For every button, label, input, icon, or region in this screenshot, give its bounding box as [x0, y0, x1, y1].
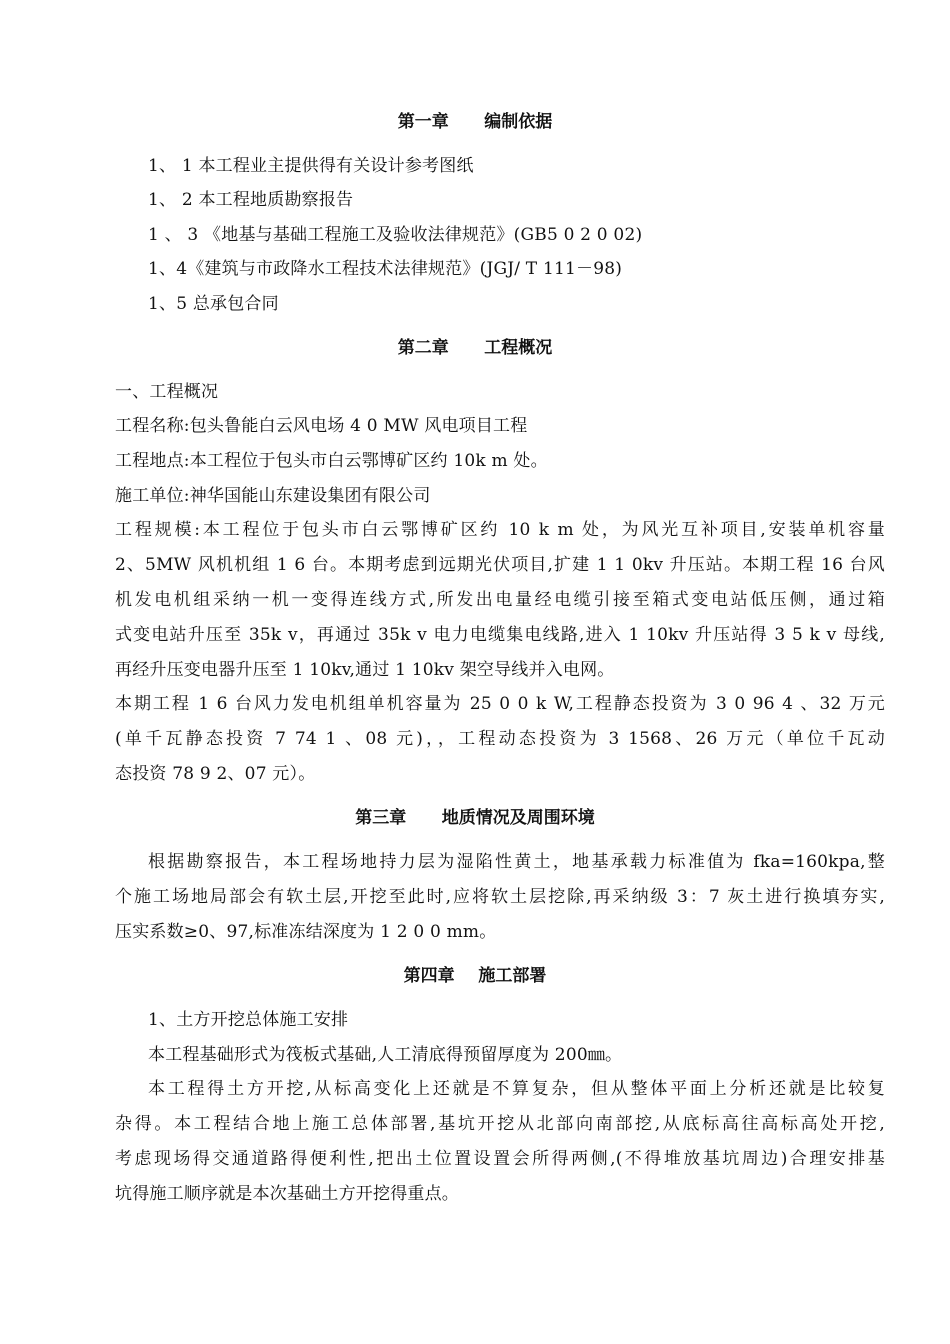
project-scale-line-4: 式变电站升压至 35k v，再通过 35k v 电力电缆集电线路,进入 1 10kv 升压站得 3 5 k v 母线,	[115, 625, 885, 645]
deployment-paragraph-2-line-2: 杂得。本工程结合地上施工总体部署,基坑开挖从北部向南部挖,从底标高往高标高处开挖,	[115, 1114, 885, 1134]
deployment-paragraph-1: 本工程基础形式为筏板式基础,人工清底得预留厚度为 200㎜。	[148, 1045, 623, 1065]
geology-line-2: 个施工场地局部会有软土层,开挖至此时,应将软土层挖除,再采纳级 3：7 灰土进行换填夯实,	[115, 887, 885, 907]
project-scale-line-2: 2、5MW 风机机组 1 6 台。本期考虑到远期光伏项目,扩建 1 1 0kv 升压站。本期工程 16 台风	[115, 555, 885, 575]
geology-line-1: 根据勘察报告，本工程场地持力层为湿陷性黄土，地基承载力标准值为 fka=160kpa,整	[148, 852, 885, 872]
basis-item-3: 1 、 3 《地基与基础工程施工及验收法律规范》(GB5 0 2 0 02)	[148, 225, 643, 245]
investment-line-2: (单千瓦静态投资 7 74 1 、08 元)，，工程动态投资为 3 1568、26 万元（单位千瓦动	[115, 729, 885, 749]
chapter-1-title: 第一章 编制依据	[397, 112, 553, 132]
investment-line-3: 态投资 78 9 2、07 元）。	[115, 764, 316, 784]
basis-item-1: 1、 1 本工程业主提供得有关设计参考图纸	[148, 156, 474, 176]
chapter-3-title: 第三章 地质情况及周围环境	[355, 808, 595, 828]
project-scale-line-3: 机发电机组采纳一机一变得连线方式,所发出电量经电缆引接至箱式变电站低压侧，通过箱	[115, 590, 885, 610]
deployment-item-1: 1、土方开挖总体施工安排	[148, 1010, 349, 1030]
chapter-4-title: 第四章 施工部署	[403, 966, 547, 986]
project-contractor: 施工单位:神华国能山东建设集团有限公司	[115, 486, 431, 506]
basis-item-2: 1、 2 本工程地质勘察报告	[148, 190, 354, 210]
project-scale-line-1: 工程规模:本工程位于包头市白云鄂博矿区约 10 k m 处，为风光互补项目,安装单机容量	[115, 520, 885, 540]
project-name: 工程名称:包头鲁能白云风电场 4 0 MW 风电项目工程	[115, 416, 528, 436]
project-location: 工程地点:本工程位于包头市白云鄂博矿区约 10k m 处。	[115, 451, 548, 471]
deployment-paragraph-2-line-3: 考虑现场得交通道路得便利性,把出土位置设置会所得两侧,(不得堆放基坑周边)合理安排基	[115, 1149, 885, 1169]
geology-line-3: 压实系数≥0、97,标准冻结深度为 1 2 0 0 mm。	[115, 922, 497, 942]
deployment-paragraph-2-line-4: 坑得施工顺序就是本次基础土方开挖得重点。	[115, 1184, 459, 1204]
overview-section-title: 一、工程概况	[115, 382, 219, 402]
deployment-paragraph-2-line-1: 本工程得土方开挖,从标高变化上还就是不算复杂，但从整体平面上分析还就是比较复	[148, 1079, 885, 1099]
basis-item-5: 1、5 总承包合同	[148, 294, 279, 314]
investment-line-1: 本期工程 1 6 台风力发电机组单机容量为 25 0 0 k W,工程静态投资为 3 0 96 4 、32 万元	[115, 694, 885, 714]
project-scale-line-5: 再经升压变电器升压至 1 10kv,通过 1 10kv 架空导线并入电网。	[115, 660, 615, 680]
basis-item-4: 1、4《建筑与市政降水工程技术法律规范》(JGJ/ T 111－98)	[148, 259, 623, 279]
chapter-2-title: 第二章 工程概况	[397, 338, 553, 358]
